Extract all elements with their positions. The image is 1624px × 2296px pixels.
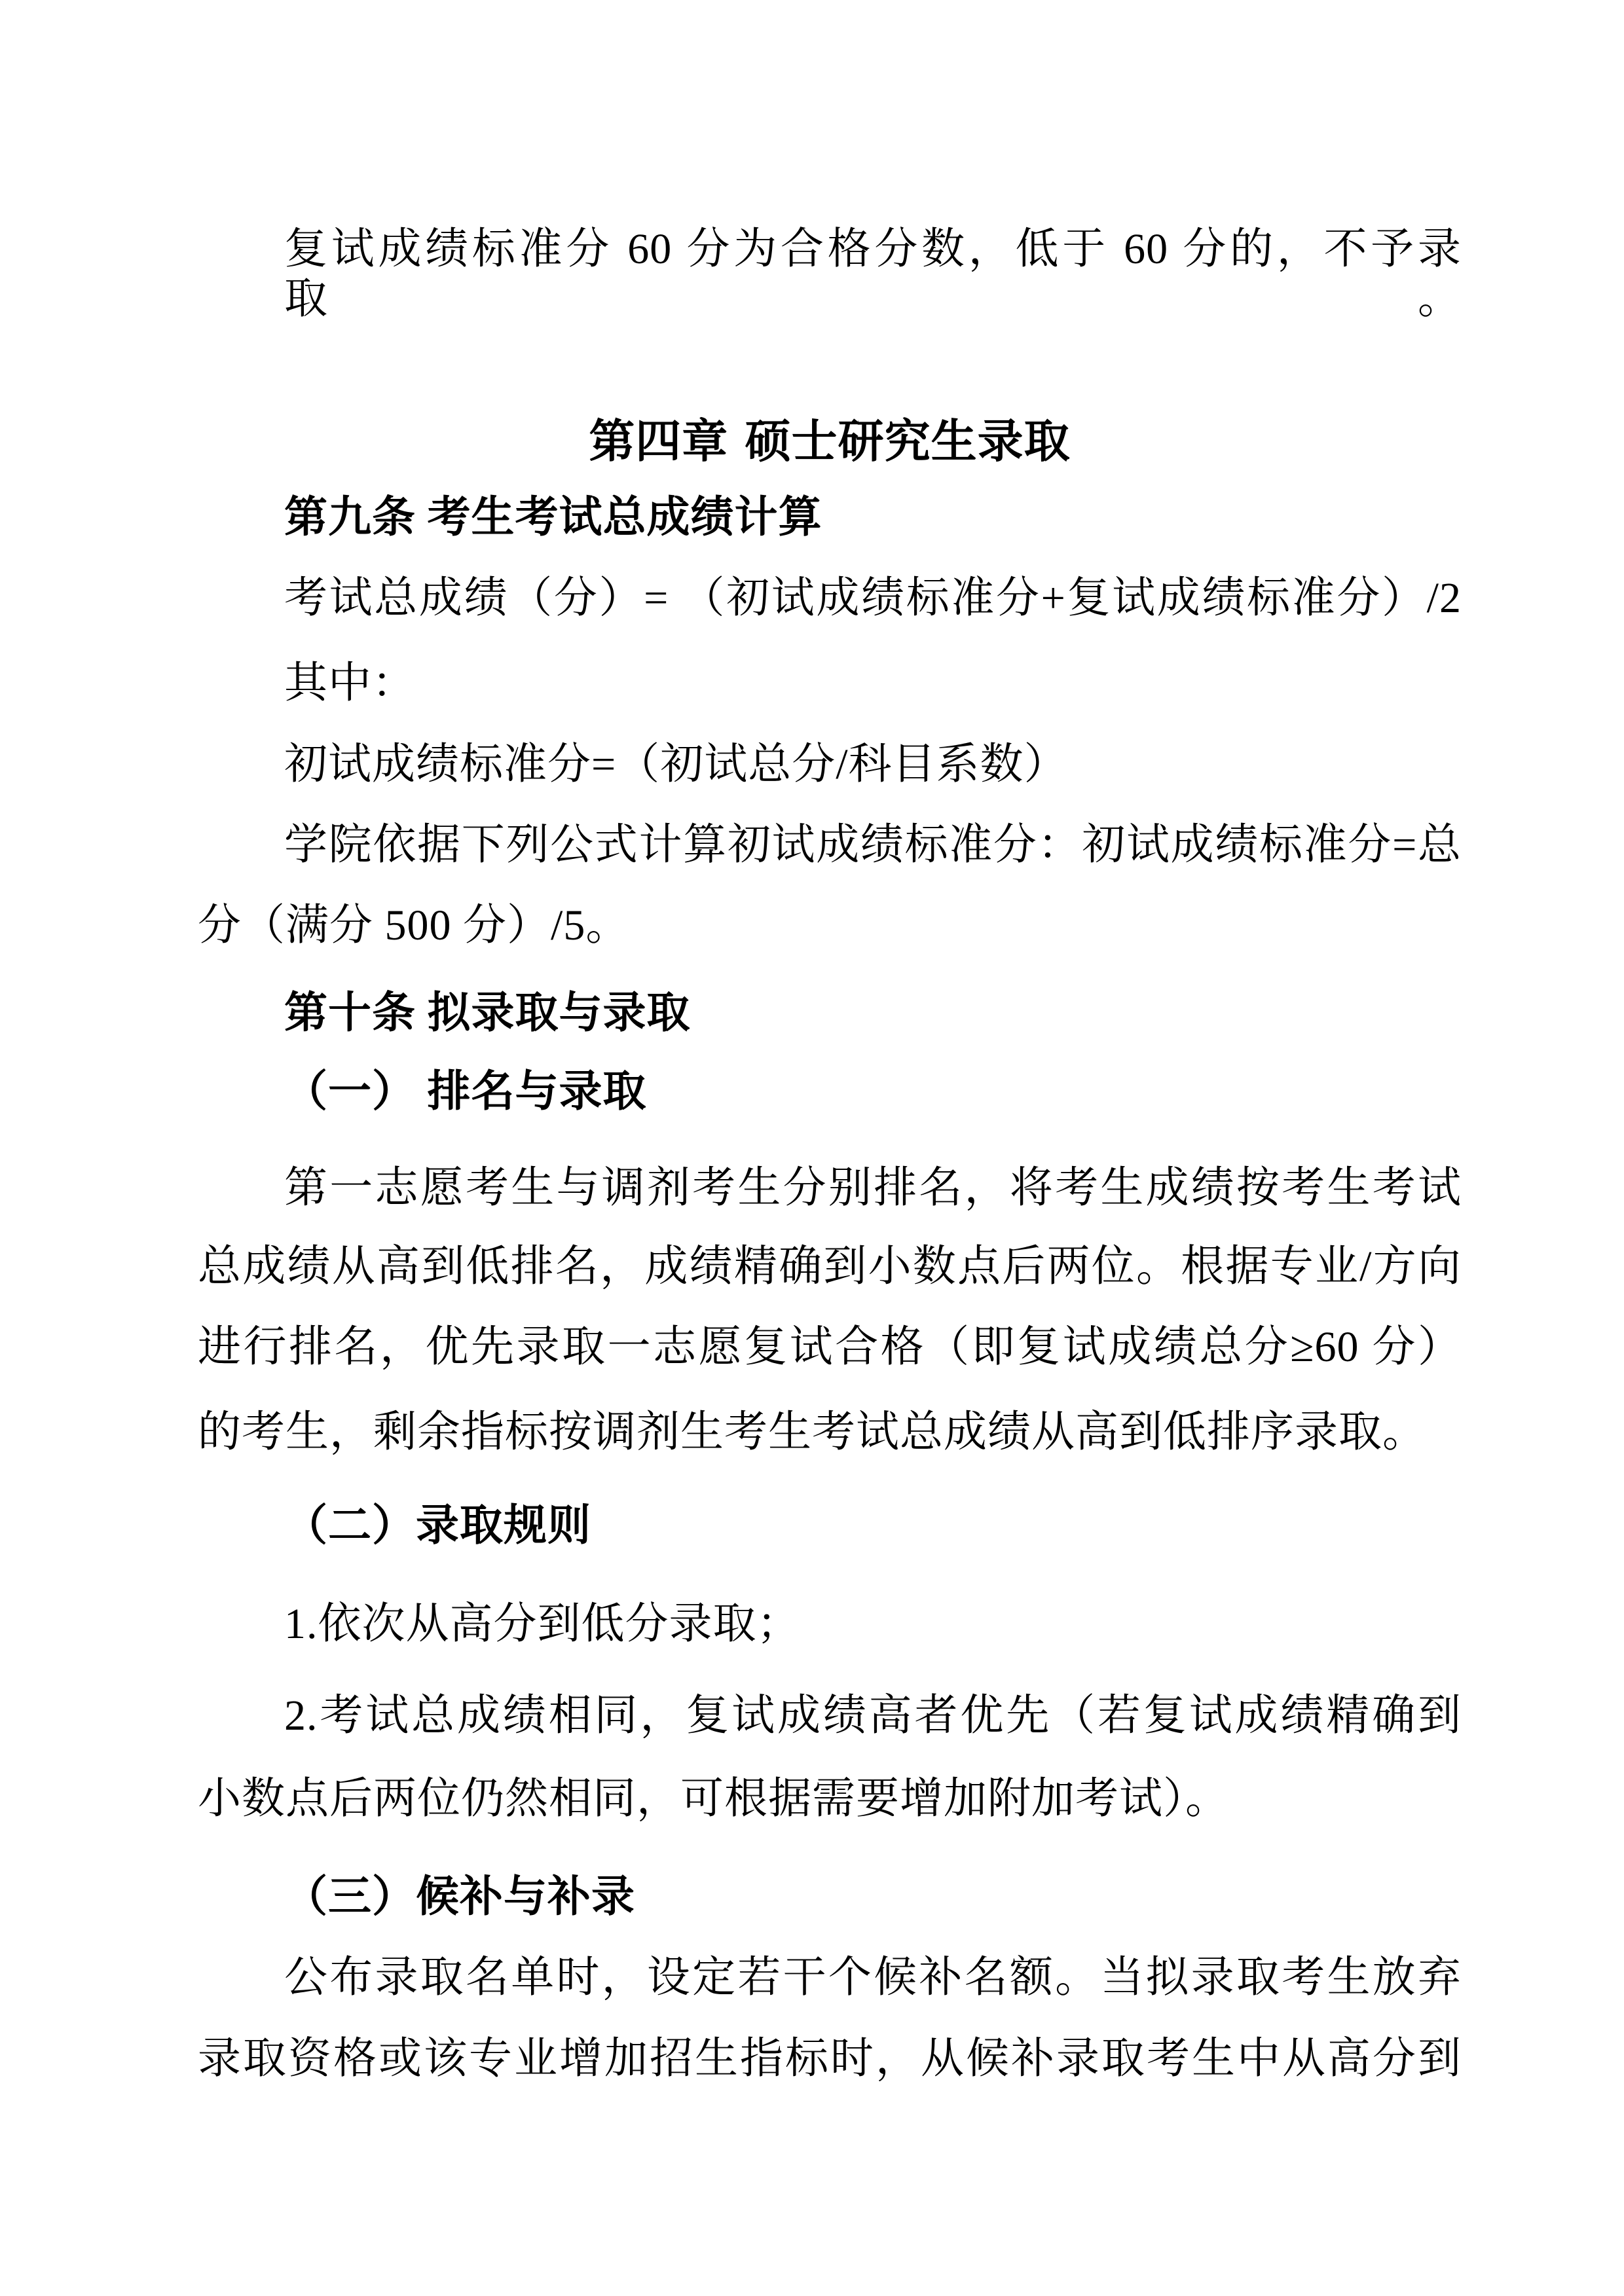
list-item-line: 小数点后两位仍然相同，可根据需要增加附加考试）。 xyxy=(198,1775,1229,1823)
paragraph-line: 分（满分 500 分）/5。 xyxy=(198,902,630,949)
paragraph-line: 总成绩从高到低排名，成绩精确到小数点后两位。根据专业/方向 xyxy=(198,1243,1462,1290)
chapter-heading: 第四章 硕士研究生录取 xyxy=(589,414,1071,468)
section-heading: （三）候补与补录 xyxy=(284,1873,635,1921)
paragraph-line: 进行排名，优先录取一志愿复试合格（即复试成绩总分≥60 分） xyxy=(198,1323,1462,1371)
paragraph-line: 的考生，剩余指标按调剂生考生考试总成绩从高到低排序录取。 xyxy=(198,1408,1426,1456)
list-item-line: 2.考试总成绩相同，复试成绩高者优先（若复试成绩精确到 xyxy=(284,1692,1462,1740)
list-item-line: 1.依次从高分到低分录取； xyxy=(284,1600,801,1648)
paragraph-line: 录取资格或该专业增加招生指标时，从候补录取考生中从高分到 xyxy=(198,2035,1462,2083)
paragraph-line: 公布录取名单时，设定若干个候补名额。当拟录取考生放弃 xyxy=(284,1954,1462,2001)
paragraph-line: 第一志愿考生与调剂考生分别排名，将考生成绩按考生考试 xyxy=(284,1164,1462,1212)
article-heading: 第九条 考生考试总成绩计算 xyxy=(284,494,822,541)
paragraph-line: 学院依据下列公式计算初试成绩标准分：初试成绩标准分=总 xyxy=(284,821,1462,869)
paragraph-line: 考试总成绩（分）= （初试成绩标准分+复试成绩标准分）/2 xyxy=(284,574,1462,622)
section-heading: （一） 排名与录取 xyxy=(284,1068,647,1116)
paragraph-line: 复试成绩标准分 60 分为合格分数，低于 60 分的，不予录取。 xyxy=(284,225,1462,323)
article-heading: 第十条 拟录取与录取 xyxy=(284,989,691,1037)
section-heading: （二）录取规则 xyxy=(284,1502,591,1550)
paragraph-line: 其中： xyxy=(284,659,416,707)
paragraph-line: 初试成绩标准分=（初试总分/科目系数） xyxy=(284,740,1068,788)
